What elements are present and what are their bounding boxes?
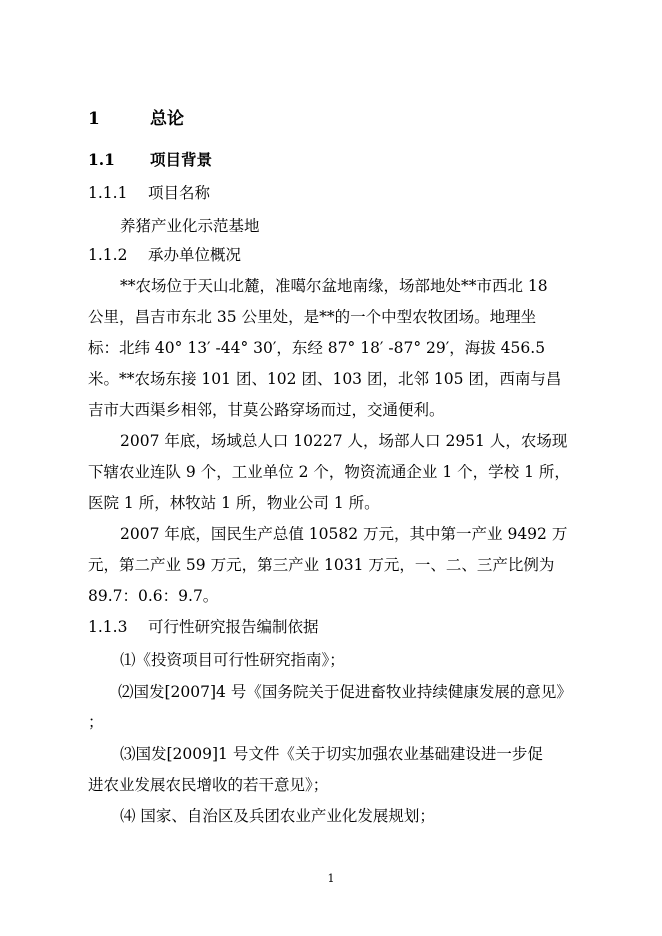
paragraph-line: 元，第二产业 59 万元，第三产业 1031 万元，一、二、三产比例为 (88, 556, 555, 574)
heading-1-1-3-title: 可行性研究报告编制依据 (148, 618, 319, 636)
heading-1-1-1 (88, 183, 211, 203)
heading-1-1-3-number: 1.1.3 (88, 618, 128, 636)
heading-1-1-1-number: 1.1.1 (88, 184, 128, 202)
heading-1-1-2-title: 承办单位概况 (148, 246, 242, 264)
basis-item: ⑵国发[2007]4 号《国务院关于促进畜牧业持续健康发展的意见》 (118, 683, 572, 701)
page-number: 1 (327, 872, 335, 885)
heading-2 (88, 150, 213, 170)
project-name: 养猪产业化示范基地 (120, 217, 260, 235)
heading-1-title: 总论 (150, 109, 184, 129)
basis-item-continuation: 进农业发展农民增收的若干意见》； (88, 776, 329, 794)
heading-1-1-2-number: 1.1.2 (88, 246, 128, 264)
paragraph-line: 89.7：0.6：9.7。 (88, 587, 219, 605)
paragraph-line: 吉市大西渠乡相邻，甘莫公路穿场而过，交通便利。 (88, 401, 445, 419)
heading-1-1-3 (88, 617, 319, 637)
paragraph-line: **农场位于天山北麓，准噶尔盆地南缘，场部地处**市西北 18 (120, 277, 548, 295)
heading-1 (88, 109, 184, 129)
heading-1-1-1-title: 项目名称 (148, 184, 211, 202)
paragraph-line: 下辖农业连队 9 个，工业单位 2 个，物资流通企业 1 个，学校 1 所， (88, 463, 570, 481)
basis-item: ⑷ 国家、自治区及兵团农业产业化发展规划； (120, 807, 435, 825)
paragraph-line: 公里，昌吉市东北 35 公里处，是**的一个中型农牧团场。地理坐 (88, 308, 537, 326)
heading-2-number: 1.1 (88, 150, 115, 169)
paragraph-line: 米。**农场东接 101 团、102 团、103 团，北邻 105 团，西南与昌 (88, 370, 562, 388)
paragraph-line: 2007 年底，场域总人口 10227 人，场部人口 2951 人，农场现 (120, 432, 568, 450)
basis-item-continuation: ； (88, 713, 104, 731)
paragraph-line: 标：北纬 40° 13′ -44° 30′，东经 87° 18′ -87° 29′，海拔 456.5 (88, 339, 546, 357)
basis-item: ⑴《投资项目可行性研究指南》； (120, 651, 345, 669)
heading-2-title: 项目背景 (150, 150, 213, 169)
heading-1-number: 1 (88, 109, 100, 129)
basis-item: ⑶国发[2009]1 号文件《关于切实加强农业基础建设进一步促 (120, 745, 543, 763)
paragraph-line: 2007 年底，国民生产总值 10582 万元，其中第一产业 9492 万 (120, 525, 568, 543)
heading-1-1-2 (88, 245, 242, 265)
paragraph-line: 医院 1 所，林牧站 1 所，物业公司 1 所。 (88, 494, 380, 512)
